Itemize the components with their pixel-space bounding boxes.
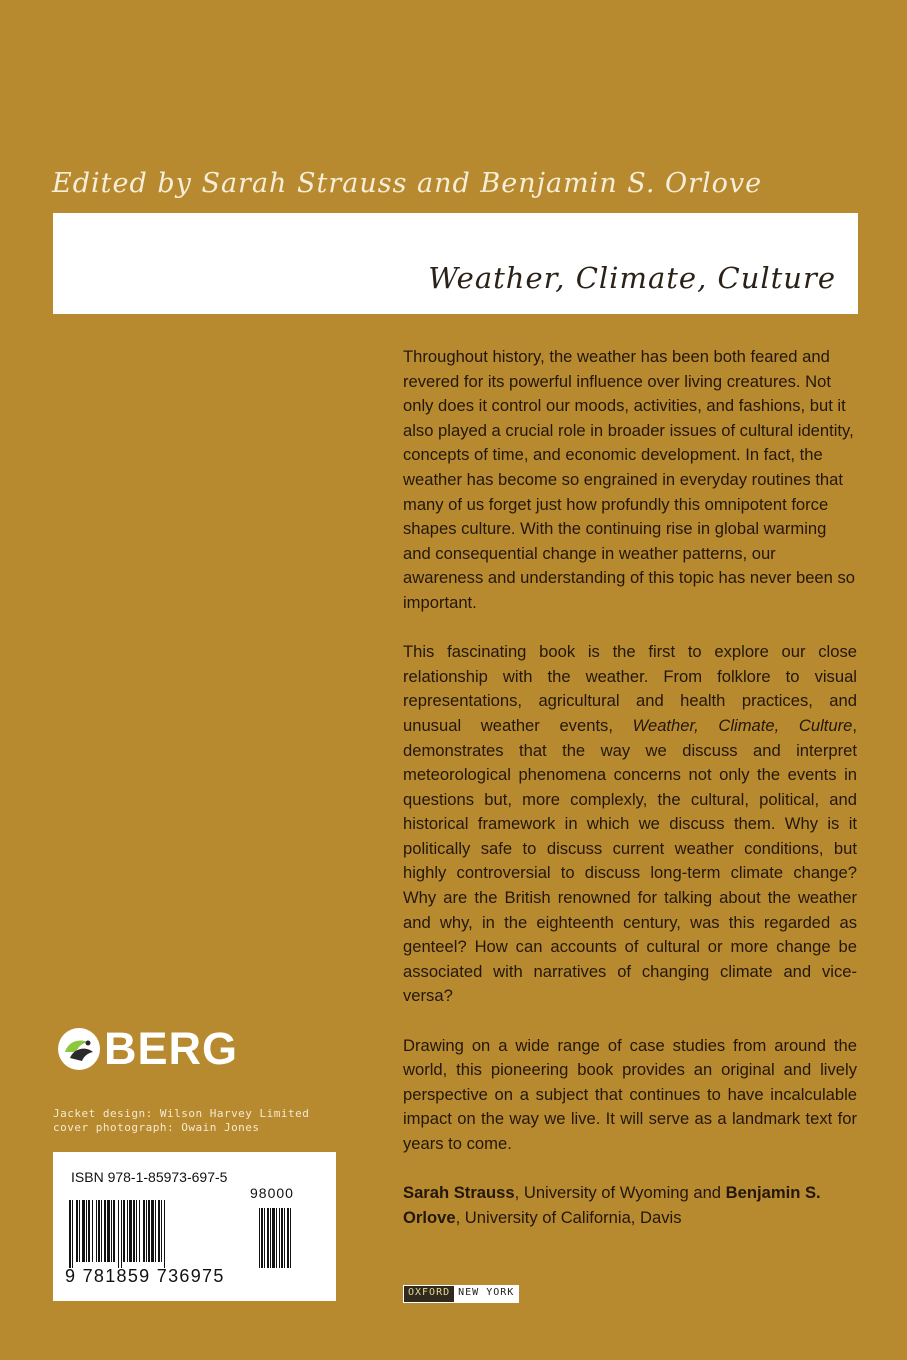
book-title: Weather, Climate, Culture	[428, 261, 836, 295]
barcode-bar	[113, 1200, 115, 1262]
author-affiliations	[403, 1181, 857, 1230]
jacket-design-credit: Jacket design: Wilson Harvey Limited	[53, 1107, 310, 1120]
barcode-bar	[127, 1200, 128, 1262]
barcode-addon-bar	[290, 1208, 291, 1268]
barcode-bar	[96, 1200, 97, 1262]
barcode-addon-bar	[287, 1208, 289, 1268]
barcode-bar	[111, 1200, 112, 1262]
barcode-bar	[121, 1200, 122, 1268]
blurb-paragraph-2-text: This fascinating book is the first to explore our close relationship with the weather. From folklore to visual representations, agricultural and health practices, and unusual weather events,	[403, 642, 857, 735]
barcode-addon-bar	[267, 1208, 269, 1268]
isbn-text: ISBN 978-1-85973-697-5	[71, 1169, 228, 1185]
barcode-addon-bar	[276, 1208, 277, 1268]
city-new-york: NEW YORK	[454, 1286, 518, 1302]
barcode-bar	[143, 1200, 145, 1262]
barcode-addon-bar	[279, 1208, 280, 1268]
barcode-bar	[133, 1200, 135, 1262]
barcode-addon-bar	[281, 1208, 283, 1268]
barcode-bar	[118, 1200, 119, 1268]
publisher-cities	[403, 1285, 519, 1303]
berg-logo	[58, 1024, 238, 1074]
barcode-bar	[129, 1200, 132, 1262]
barcode-addon-bar	[284, 1208, 285, 1268]
barcode-bar	[98, 1200, 100, 1262]
price-code: 98000	[250, 1185, 294, 1201]
barcode-bar	[79, 1200, 80, 1262]
barcode-bar	[161, 1200, 162, 1262]
cover-photo-credit: cover photograph: Owain Jones	[53, 1121, 260, 1134]
barcode-addon-bar	[261, 1208, 263, 1268]
barcode-bar	[104, 1200, 106, 1262]
blurb-paragraph-2-text-cont: , demonstrates that the way we discuss and interpret meteorological phenomena concerns not only the events in questions but, more complexly, the cultural, political, and historical framework in which we discuss them. Why is it politically safe to discuss current weather conditions, but highly controversial to discuss long-term climate change? Why are the British renowned for talking about the weather and why, in the eighteenth century, was this regarded as genteel? How can accounts of cultural or more change be associated with narratives of changing climate and vice-versa?	[403, 715, 857, 1006]
ean-digits: 9 781859 736975	[65, 1266, 225, 1286]
barcode-bar	[72, 1200, 73, 1268]
barcode-addon-bar	[272, 1208, 275, 1268]
blurb-inline-title: Weather, Climate, Culture	[632, 715, 853, 735]
blurb-paragraph-1: Throughout history, the weather has been both feared and revered for its powerful influence over living creatures. Not only does it control our moods, activities, and fashions, but it also played a crucial role in broader issues of cultural identity, concepts of time, and economic development. In fact, the weather has become so engrained in everyday routines that many of us forget just how profundly this omnipotent force shapes culture. With the continuing rise in global warming and consequential change in weather patterns, our awareness and understanding of this topic has never been so important.	[403, 347, 856, 612]
author-1-affiliation: , University of Wyoming and	[514, 1183, 726, 1203]
author-2-name: Benjamin S. Orlove	[403, 1183, 821, 1227]
blurb-paragraph-3: Drawing on a wide range of case studies from around the world, this pioneering book provides an original and lively perspective on a subject that continues to have incalculable impact on the way we live. It will serve as a landmark text for years to come.	[403, 1035, 857, 1153]
barcode-bar	[158, 1200, 160, 1262]
barcode-addon-bar	[264, 1208, 265, 1268]
author-2-affiliation: , University of California, Davis	[455, 1207, 682, 1227]
barcode-bar	[139, 1200, 140, 1262]
barcode-addon-bar	[259, 1208, 260, 1268]
barcode-panel	[53, 1152, 336, 1301]
back-cover-blurb	[403, 345, 857, 1255]
barcode-bar	[82, 1200, 85, 1262]
barcode-bar	[164, 1200, 165, 1268]
barcode-bar	[76, 1200, 78, 1262]
blurb-paragraph-2	[403, 640, 857, 1009]
barcode-bar	[92, 1200, 93, 1262]
barcode-bar	[86, 1200, 87, 1262]
barcode-bar	[136, 1200, 137, 1262]
barcode-bar	[123, 1200, 125, 1262]
barcode-bar	[148, 1200, 150, 1262]
barcode-image	[69, 1200, 319, 1268]
barcode-bar	[69, 1200, 71, 1268]
city-oxford: OXFORD	[404, 1286, 454, 1302]
barcode-bar	[101, 1200, 102, 1262]
barcode-bar	[146, 1200, 147, 1262]
title-band	[53, 213, 858, 314]
barcode-bar	[155, 1200, 156, 1262]
barcode-bar	[107, 1200, 110, 1262]
barcode-bar	[88, 1200, 90, 1262]
design-credits	[53, 1107, 309, 1135]
berg-logo-text: BERG	[104, 1023, 239, 1074]
berg-logo-icon	[58, 1028, 100, 1070]
barcode-addon-bar	[270, 1208, 271, 1268]
barcode-bar	[151, 1200, 154, 1262]
author-1-name: Sarah Strauss	[403, 1183, 515, 1203]
editors-credit: Edited by Sarah Strauss and Benjamin S. Orlove	[52, 168, 763, 199]
